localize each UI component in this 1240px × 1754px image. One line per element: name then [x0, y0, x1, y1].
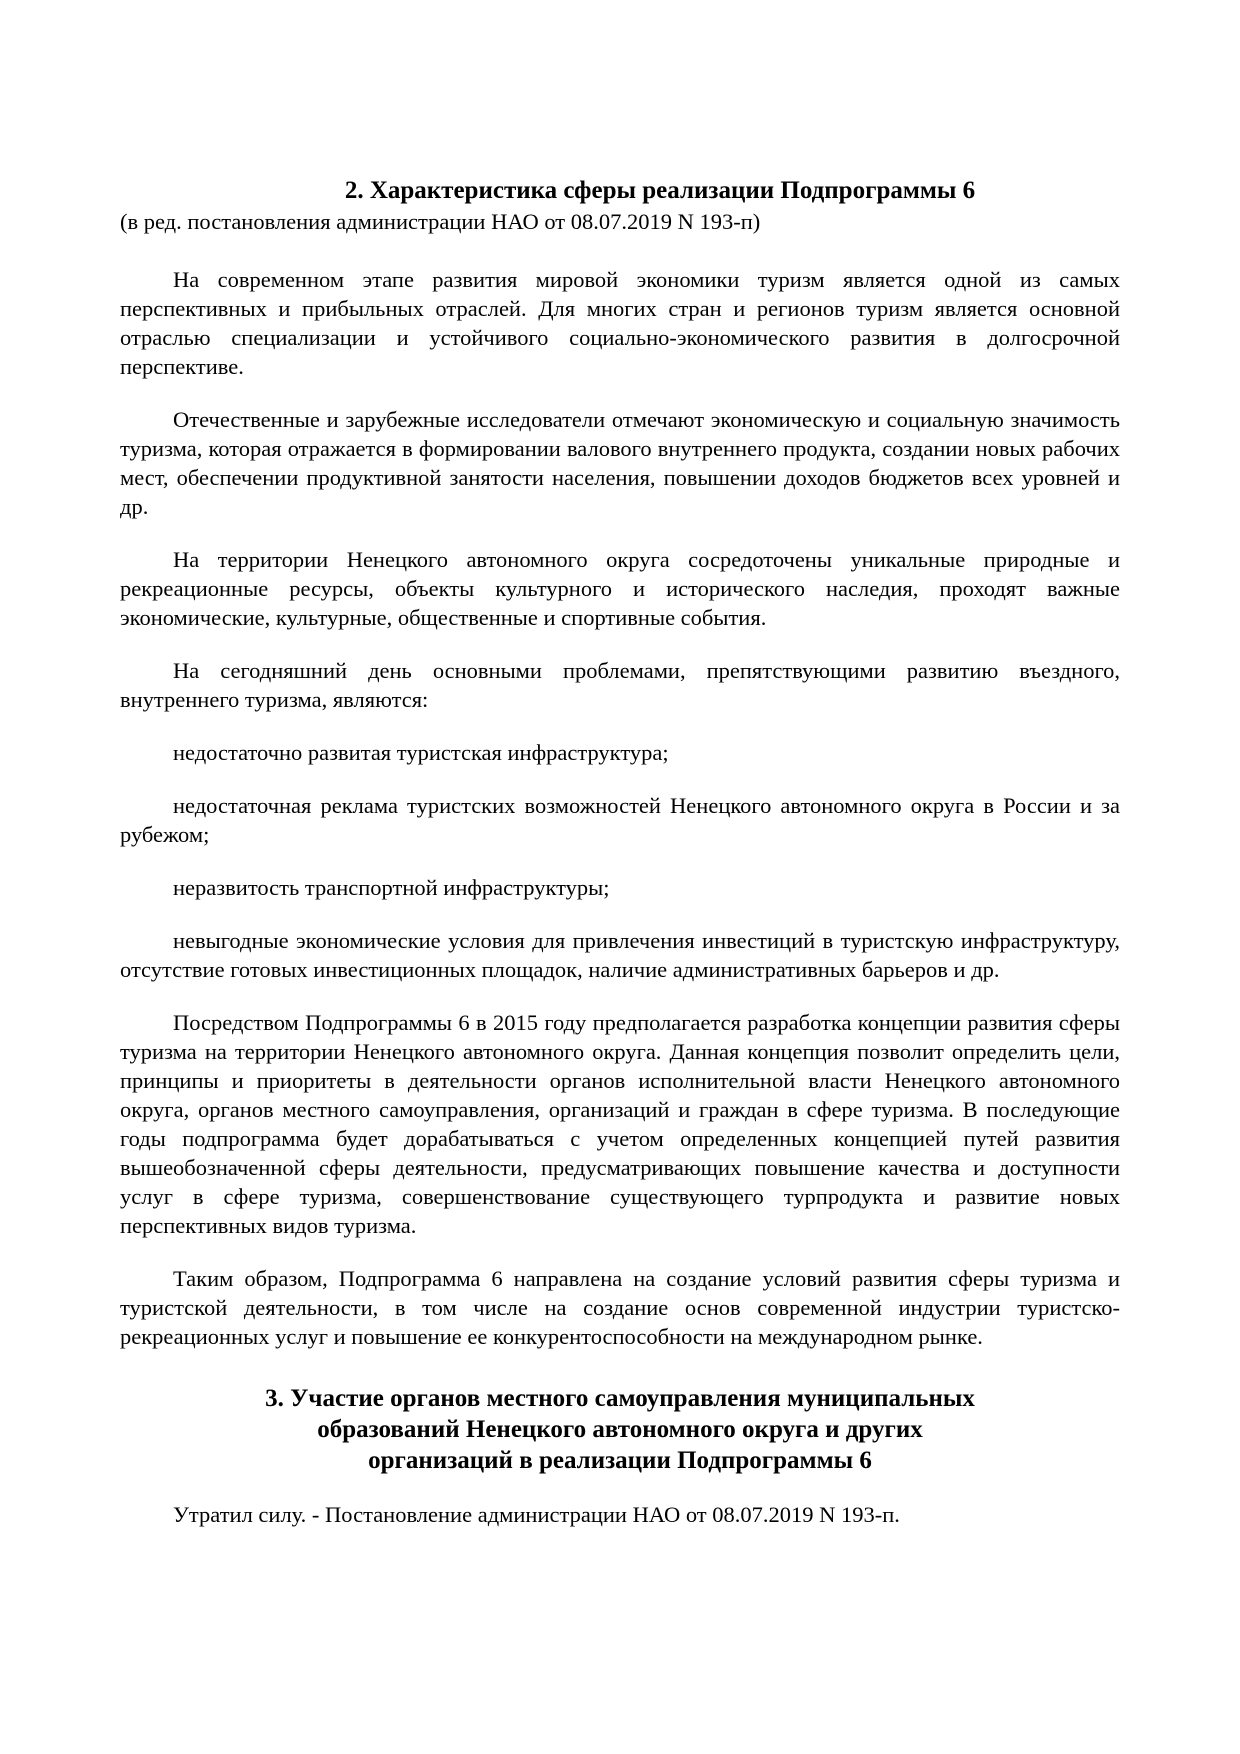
repealed-note: Утратил силу. - Постановление администрации НАО от 08.07.2019 N 193-п.	[173, 1502, 900, 1527]
document-page	[120, 176, 1120, 1529]
paragraph: На территории Ненецкого автономного округа сосредоточены уникальные природные и рекреационные ресурсы, объекты культурного и исторического наследия, проходят важные экономические, культурные, общественные и спортивные события.	[120, 547, 1120, 630]
paragraph: Таким образом, Подпрограмма 6 направлена на создание условий развития сферы туризма и туристской деятельности, в том числе на создание основ современной индустрии туристско-рекреационных услуг и повышение ее конкурентоспособности на международном рынке.	[120, 1266, 1120, 1349]
section-2-title: 2. Характеристика сферы реализации Подпрограммы 6	[344, 177, 976, 204]
list-item: недостаточно развитая туристская инфраструктура;	[173, 740, 669, 765]
amendment-note: (в ред. постановления администрации НАО от 08.07.2019 N 193-п)	[120, 209, 761, 234]
section-3-title-line: 3. Участие органов местного самоуправления муниципальных	[265, 1385, 975, 1412]
list-item: неразвитость транспортной инфраструктуры;	[173, 875, 610, 900]
list-item: невыгодные экономические условия для привлечения инвестиций в туристскую инфраструктуру, отсутствие готовых инвестиционных площадок, наличие административных барьеров и др.	[120, 928, 1120, 982]
paragraph: Посредством Подпрограммы 6 в 2015 году предполагается разработка концепции развития сферы туризма на территории Ненецкого автономного округа. Данная концепция позволит определить цели, принципы и приоритеты в деятельности органов исполнительной власти Ненецкого автономного округа, органов местного самоуправления, организаций и граждан в сфере туризма. В последующие годы подпрограмма будет дорабатываться с учетом определенных концепцией путей развития вышеобозначенной сферы деятельности, предусматривающих повышение качества и доступности услуг в сфере туризма, совершенствование существующего турпродукта и развитие новых перспективных видов туризма.	[120, 1010, 1120, 1238]
paragraph: Отечественные и зарубежные исследователи отмечают экономическую и социальную значимость туризма, которая отражается в формировании валового внутреннего продукта, создании новых рабочих мест, обеспечении продуктивной занятости населения, повышении доходов бюджетов всех уровней и др.	[120, 407, 1120, 519]
section-3-title-line: организаций в реализации Подпрограммы 6	[368, 1447, 872, 1474]
paragraph: На современном этапе развития мировой экономики туризм является одной из самых перспективных и прибыльных отраслей. Для многих стран и регионов туризм является основной отраслью специализации и устойчивого социально-экономического развития в долгосрочной перспективе.	[120, 267, 1120, 379]
list-item: недостаточная реклама туристских возможностей Ненецкого автономного округа в России и за рубежом;	[120, 793, 1120, 847]
paragraph: На сегодняшний день основными проблемами, препятствующими развитию въездного, внутреннего туризма, являются:	[120, 658, 1120, 712]
section-3-title	[120, 1383, 1120, 1476]
section-3-title-line: образований Ненецкого автономного округа и других	[317, 1416, 923, 1443]
